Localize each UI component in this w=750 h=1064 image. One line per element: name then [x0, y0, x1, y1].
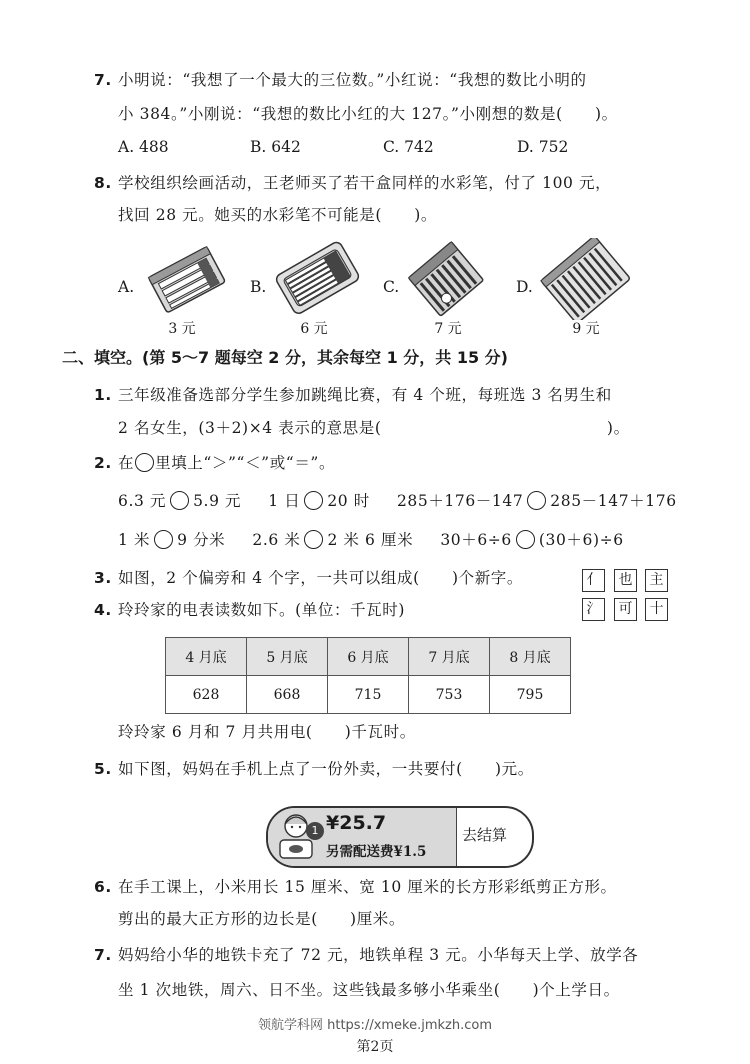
char-box-zhu: 主: [645, 569, 668, 592]
q8-price-c: 7 元: [434, 321, 462, 337]
f3-line: [94, 568, 523, 588]
f7-line2: 坐 1 次地铁，周六、日不坐。这些钱最多够小华乘坐( )个上学日。: [118, 981, 620, 999]
char-box-ke: 可: [614, 598, 637, 621]
f7-text-1: 妈妈给小华的地铁卡充了 72 元，地铁单程 3 元。小华每天上学、放学各: [118, 946, 639, 964]
q7-option-c: C. 742: [383, 138, 434, 156]
marker-box-7-image: [408, 240, 484, 318]
q8-option-a: A.: [118, 278, 135, 296]
f3-number: 3.: [94, 569, 112, 587]
table-cell: 795: [490, 676, 571, 714]
f2-r2-item2-right: 2 米 6 厘米: [327, 531, 414, 549]
f5-text: 如下图，妈妈在手机上点了一份外卖，一共要付( )元。: [118, 760, 534, 778]
q7-line1: [94, 70, 587, 90]
f2-r1-item1-right: 5.9 元: [193, 492, 242, 510]
delivery-cart-bar: [266, 806, 534, 868]
f2-intro-b: 里填上“＞”“＜”或“＝”。: [155, 454, 336, 472]
f6-line2: 剪出的最大正方形的边长是( )厘米。: [118, 910, 405, 928]
f4-line: [94, 600, 405, 620]
answer-circle[interactable]: [170, 491, 189, 510]
f2-r2-item1-left: 1 米: [118, 531, 151, 549]
f2-row2: [118, 530, 624, 550]
f2-r1-item3-right: 285－147＋176: [550, 492, 677, 510]
f2-line1: [94, 453, 336, 473]
table-header-cell: 5 月底: [247, 638, 328, 676]
f2-r2-item3-right: (30＋6)÷6: [538, 531, 624, 549]
f5-line: [94, 759, 534, 779]
f2-r1-item1-left: 6.3 元: [118, 492, 167, 510]
char-box-shi: 十: [645, 598, 668, 621]
answer-circle[interactable]: [154, 530, 173, 549]
f7-line1: [94, 945, 639, 965]
f2-r2-item1-right: 9 分米: [177, 531, 226, 549]
q8-price-b: 6 元: [300, 321, 328, 337]
q8-price-d: 9 元: [572, 321, 600, 337]
f6-number: 6.: [94, 878, 112, 896]
checkout-button[interactable]: 去结算: [462, 826, 508, 844]
delivery-fee: 另需配送费¥1.5: [326, 844, 427, 860]
f2-r1-item3-left: 285＋176－147: [396, 492, 524, 510]
f1-number: 1.: [94, 386, 112, 404]
f1-line1: [94, 385, 612, 405]
section-2-title: 二、填空。(第 5～7 题每空 2 分，其余每空 1 分，共 15 分): [62, 348, 508, 367]
meter-reading-table: [165, 637, 571, 714]
q8-option-d: D.: [516, 278, 533, 296]
q8-number: 8.: [94, 174, 112, 192]
marker-box-6-image: [272, 236, 362, 318]
q7-option-a: A. 488: [118, 138, 169, 156]
table-row: [166, 676, 571, 714]
answer-circle[interactable]: [304, 530, 323, 549]
f2-r1-item2-right: 20 时: [327, 492, 370, 510]
f4-number: 4.: [94, 601, 112, 619]
marker-box-4-image: [145, 240, 227, 316]
f2-intro-a: 在: [118, 454, 135, 472]
q7-number: 7.: [94, 71, 112, 89]
q8-text-1: 学校组织绘画活动，王老师买了若干盒同样的水彩笔，付了 100 元，: [118, 174, 612, 192]
table-cell: 628: [166, 676, 247, 714]
answer-circle-sample: [135, 453, 154, 472]
char-box-radical-person: 亻: [582, 569, 605, 592]
footer: [0, 1014, 750, 1033]
table-cell: 753: [409, 676, 490, 714]
q8-line1: [94, 173, 612, 193]
q8-option-c: C.: [383, 278, 400, 296]
f2-number: 2.: [94, 454, 112, 472]
char-box-ye: 也: [614, 569, 637, 592]
page-number: 第2页: [356, 1039, 394, 1055]
q8-price-a: 3 元: [168, 321, 196, 337]
marker-box-9-image: [540, 238, 630, 320]
f2-row1: [118, 491, 677, 511]
f2-r2-item2-left: 2.6 米: [252, 531, 301, 549]
f6-line1: [94, 877, 617, 897]
f5-number: 5.: [94, 760, 112, 778]
f2-r2-item3-left: 30＋6÷6: [440, 531, 512, 549]
q7-text-1: 小明说：“我想了一个最大的三位数。”小红说：“我想的数比小明的: [118, 71, 587, 89]
f4-after: 玲玲家 6 月和 7 月共用电( )千瓦时。: [118, 723, 416, 741]
f1-text-1: 三年级准备选部分学生参加跳绳比赛，有 4 个班，每班选 3 名男生和: [118, 386, 612, 404]
table-header-cell: 7 月底: [409, 638, 490, 676]
f6-text-1: 在手工课上，小米用长 15 厘米、宽 10 厘米的长方形彩纸剪正方形。: [118, 878, 617, 896]
answer-circle[interactable]: [516, 530, 535, 549]
f4-text: 玲玲家的电表读数如下。(单位：千瓦时): [118, 601, 405, 619]
q8-line2: 找回 28 元。她买的水彩笔不可能是( )。: [118, 206, 437, 224]
f1-line2: 2 名女生，(3＋2)×4 表示的意思是( )。: [118, 419, 630, 437]
cart-price: ¥25.7: [326, 812, 387, 834]
table-header-cell: 8 月底: [490, 638, 571, 676]
f2-r1-item2-left: 1 日: [268, 492, 301, 510]
q7-line2: 小 384。”小刚说：“我想的数比小红的大 127。”小刚想的数是( )。: [118, 105, 618, 123]
table-cell: 668: [247, 676, 328, 714]
q7-option-b: B. 642: [250, 138, 301, 156]
table-header-cell: 6 月底: [328, 638, 409, 676]
answer-circle[interactable]: [304, 491, 323, 510]
f3-text: 如图，2 个偏旁和 4 个字，一共可以组成( )个新字。: [118, 569, 523, 587]
q8-option-b: B.: [250, 278, 267, 296]
f7-number: 7.: [94, 946, 112, 964]
table-header-row: [166, 638, 571, 676]
table-header-cell: 4 月底: [166, 638, 247, 676]
q7-option-d: D. 752: [517, 138, 569, 156]
cart-count-badge: 1: [306, 822, 324, 840]
watermark: 领航学科网 https://xmeke.jmkzh.com: [257, 1018, 493, 1033]
table-cell: 715: [328, 676, 409, 714]
char-box-radical-water: 氵: [582, 598, 605, 621]
answer-circle[interactable]: [527, 491, 546, 510]
